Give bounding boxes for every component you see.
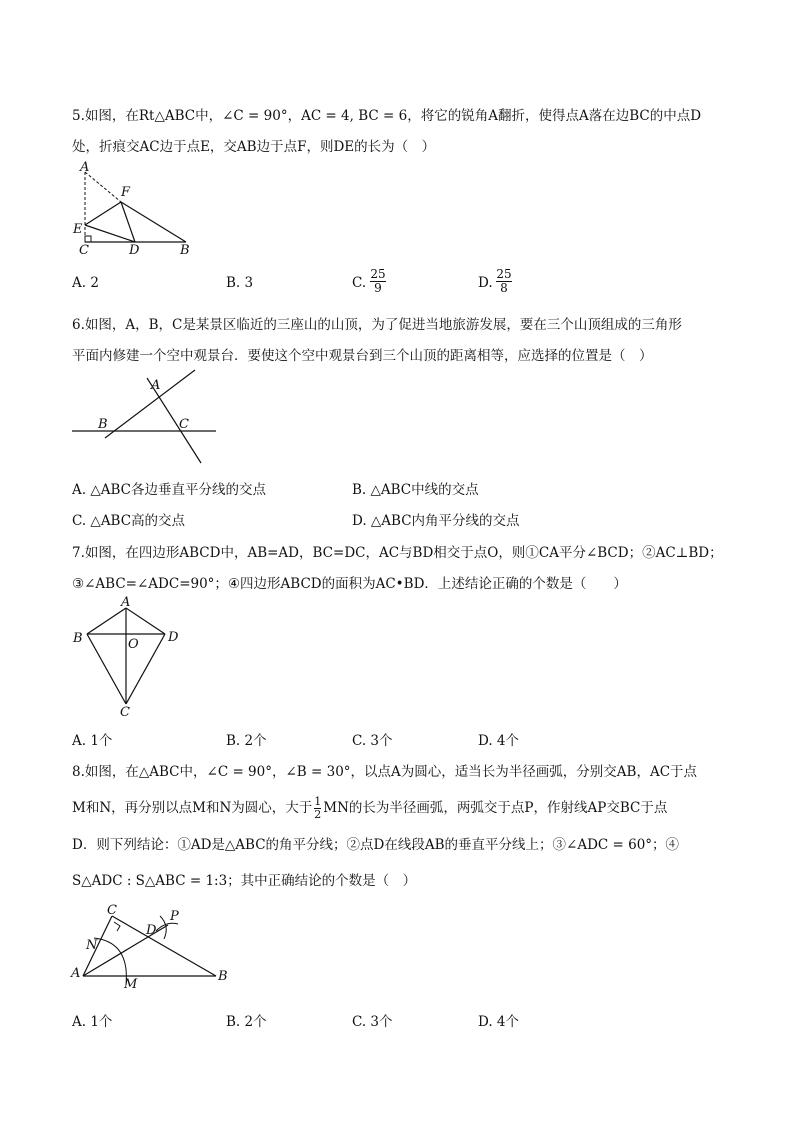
q5-option-c-fraction[interactable] <box>370 268 386 295</box>
q6-option-a[interactable]: A. △ABC各边垂直平分线的交点 <box>72 482 266 498</box>
q8-option-a[interactable]: A. 1个 <box>72 1014 113 1030</box>
q7-label-a: A <box>121 595 131 610</box>
q7-figure <box>70 594 190 719</box>
q8-label-a: A <box>71 966 81 981</box>
q5-option-a[interactable]: A. 2 <box>72 275 99 291</box>
q8-option-d[interactable]: D. 4个 <box>478 1014 520 1030</box>
q5-label-a: A <box>80 160 90 175</box>
q5-option-d-fraction[interactable] <box>496 268 512 295</box>
q5-label-b: B <box>180 243 190 258</box>
q5-option-d-numerator: 25 <box>496 267 512 281</box>
q8-half-numerator: 1 <box>314 795 322 808</box>
q5-label-d: D <box>129 243 140 258</box>
q8-text-line3: D．则下列结论：①AD是△ABC的角平分线；②点D在线段AB的垂直平分线上；③∠ADC = 60°；④ <box>72 837 680 853</box>
q5-text-line1: 5.如图，在Rt△ABC中，∠C = 90°，AC = 4, BC = 6，将它的锐角A翻折，使得点A落在边BC的中点D <box>72 108 702 124</box>
q6-figure <box>70 365 220 465</box>
q5-option-b[interactable]: B. 3 <box>226 275 254 291</box>
q8-text-line1: 8.如图，在△ABC中，∠C = 90°，∠B = 30°，以点A为圆心，适当长为半径画弧，分别交AB，AC于点 <box>72 764 698 780</box>
q6-label-c: C <box>179 417 189 432</box>
q5-label-c: C <box>79 243 89 258</box>
q6-option-c[interactable]: C. △ABC高的交点 <box>72 513 186 529</box>
q8-half-denominator: 2 <box>314 808 322 821</box>
q8-label-m: M <box>124 977 138 992</box>
q8-option-b[interactable]: B. 2个 <box>226 1014 267 1030</box>
q5-label-e: E <box>73 222 83 237</box>
q6-option-b[interactable]: B. △ABC中线的交点 <box>352 482 479 498</box>
q7-text-line2: ③∠ABC=∠ADC=90°；④四边形ABCD的面积为AC•BD．上述结论正确的个数是（ ） <box>72 576 627 592</box>
q7-label-b: B <box>73 631 83 646</box>
q8-half-fraction <box>314 796 321 821</box>
q8-option-c[interactable]: C. 3个 <box>352 1014 393 1030</box>
q8-label-d: D <box>146 923 157 938</box>
q8-label-c: C <box>107 903 117 918</box>
q8-label-b: B <box>218 969 228 984</box>
q5-label-f: F <box>121 185 131 200</box>
q8-label-p: P <box>170 909 179 924</box>
q5-option-d-prefix[interactable]: D. <box>478 275 493 291</box>
q8-text-line2-post: MN的长为半径画弧，两弧交于点P，作射线AP交BC于点 <box>323 800 668 816</box>
q6-option-d[interactable]: D. △ABC内角平分线的交点 <box>352 513 520 529</box>
q7-option-c[interactable]: C. 3个 <box>352 733 393 749</box>
q5-option-c-numerator: 25 <box>370 267 386 281</box>
q8-text-line4: S△ADC : S△ABC = 1:3；其中正确结论的个数是（ ） <box>72 873 417 889</box>
q8-label-n: N <box>86 938 98 953</box>
q8-figure <box>70 900 240 995</box>
q7-label-o: O <box>128 637 139 652</box>
q8-text-line2-pre: M和N，再分别以点M和N为圆心，大于 <box>72 800 313 816</box>
q6-label-a: A <box>151 378 161 393</box>
q5-figure <box>70 160 200 260</box>
q8-text-line2 <box>72 796 667 821</box>
q5-option-c-denominator: 9 <box>374 281 382 295</box>
q7-label-d: D <box>168 630 179 645</box>
q7-label-c: C <box>120 705 130 720</box>
q5-option-c-prefix[interactable]: C. <box>352 275 367 291</box>
q7-option-b[interactable]: B. 2个 <box>226 733 267 749</box>
q7-option-a[interactable]: A. 1个 <box>72 733 113 749</box>
q7-option-d[interactable]: D. 4个 <box>478 733 520 749</box>
q6-label-b: B <box>98 417 108 432</box>
q7-text-line1: 7.如图，在四边形ABCD中，AB=AD，BC=DC，AC与BD相交于点O，则①CA平分∠BCD；②AC⊥BD； <box>72 545 723 561</box>
q6-text-line2: 平面内修建一个空中观景台．要使这个空中观景台到三个山顶的距离相等，应选择的位置是（ ） <box>72 348 653 364</box>
q5-option-d-denominator: 8 <box>500 281 508 295</box>
q5-text-line2: 处，折痕交AC边于点E，交AB边于点F，则DE的长为（ ） <box>72 139 436 155</box>
q6-text-line1: 6.如图，A，B，C是某景区临近的三座山的山顶，为了促进当地旅游发展，要在三个山顶组成的三角形 <box>72 317 682 333</box>
